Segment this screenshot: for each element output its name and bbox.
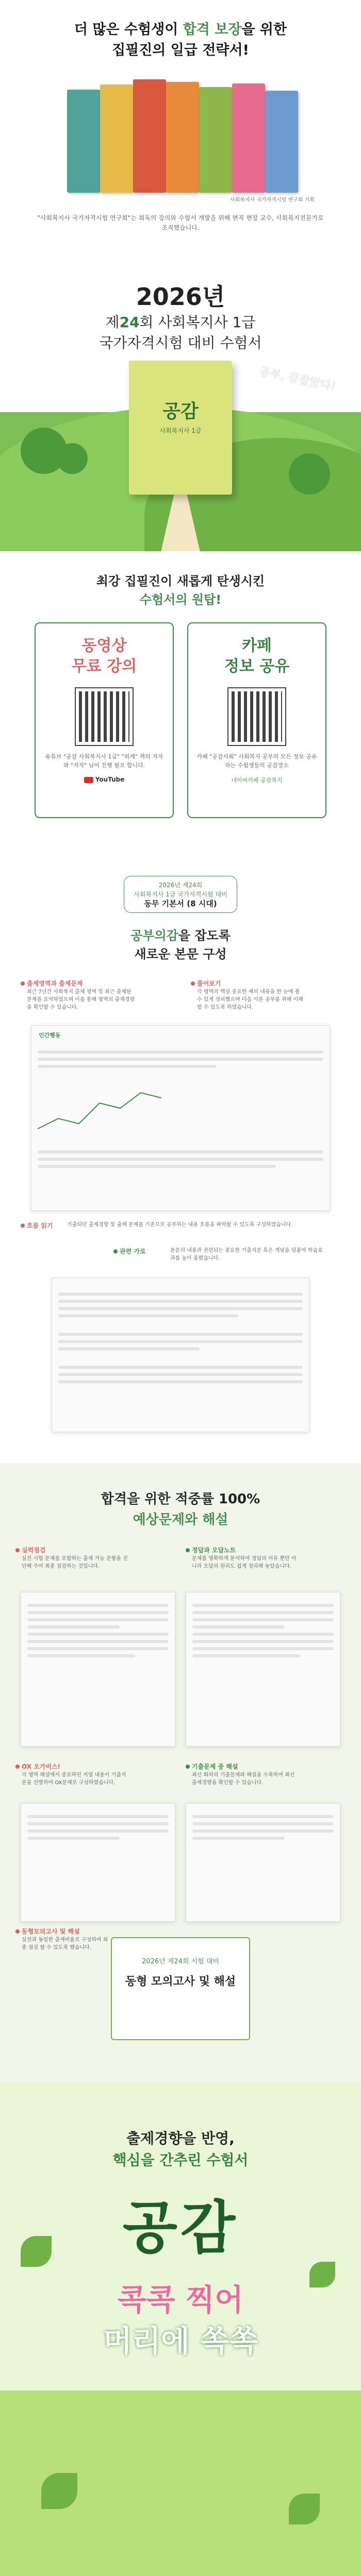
headline-text: 을 위한 (241, 22, 287, 38)
book-cover (133, 79, 166, 193)
label-description: 각 영역 해설에서 중요하던 지엽 내용이 기출지문을 선별하여 OX문제로 구성하였습니다. (22, 1772, 126, 1786)
benefit-cards (0, 622, 361, 818)
badge-line: 사회복지사 1급 국가자격시험 대비 (134, 891, 227, 898)
intro-note: "사회복지사 국가자격시험 연구회"는 회독의 강의와 수험서 개발을 위해 현직 현장 교수, 사회복지전문가로 조직했습니다. (37, 214, 324, 231)
page-chapter-title: 인간행동 (39, 1032, 61, 1039)
sample-page (31, 1025, 330, 1211)
label-title: 흐름 읽기 (27, 1222, 53, 1229)
books-caption: 사회복지사 국가자격시험 연구회 기획 (229, 197, 315, 203)
heading-text: 합격을 위한 적중률 100% (101, 1492, 260, 1507)
youtube-icon (84, 777, 93, 783)
youtube-label: YouTube (95, 776, 125, 783)
label-title: 정답과 오답노트 (192, 1547, 236, 1554)
headline-text: 집필진의 일급 전략서! (112, 42, 249, 58)
label-description: 최근 7년간 사회복지 출제 영역 및 최근 출제된 문제를 요약하였으며 이를 통해 영역의 출제경향을 확인할 수 있습니다. (27, 989, 135, 1010)
youtube-link[interactable] (43, 776, 166, 783)
sample-page (52, 1278, 309, 1432)
hero-section (0, 242, 361, 551)
card-title: 정보 공유 (224, 657, 290, 675)
card-description: 유튜브 "공감 사회복지사 1급" "위계" 책의 저자와 "저자" 님이 진행 필요 합니다. (45, 753, 163, 769)
heading-highlight: 수험서의 원탑! (139, 592, 222, 607)
card-title: 동영상 (81, 637, 127, 655)
hero-slogan: 공부, 감잡았다! (257, 364, 336, 393)
intro-section (0, 0, 361, 242)
subtitle-text: 머리에 쏙쏙 (103, 2324, 258, 2359)
label-title: 실력점검 (22, 1547, 46, 1554)
heading-highlight: 예상문제와 해설 (133, 1512, 228, 1528)
prediction-pages (15, 1546, 346, 2081)
edition-badge (124, 876, 237, 913)
badge-line: 동무 기본서 (8 시대) (144, 899, 217, 908)
label-description: 최신 회차의 기출문제와 해설을 수록하여 최신 출제경향을 확인할 수 있습니다. (192, 1772, 295, 1786)
label-description: 각 영역의 핵심 중요한 제의 내용을 한 눈에 볼 수 있게 정리했으며 다음 이론 공부를 위해 이해할 수 있도록 하였습니다. (197, 989, 303, 1010)
label-description: 기출되던 출제경향 및 출제 문제를 기준으로 공부하는 내용 흐름을 파악할 수 있도록 구성하였습니다. (67, 1222, 293, 1228)
benefits-section (0, 551, 361, 860)
benefits-heading (0, 551, 361, 609)
label-title: OX 오가비스! (22, 1763, 61, 1770)
label-title: 기출문제 중 해설 (192, 1763, 238, 1770)
heading-text: 공부의 (130, 928, 167, 943)
badge-line: 2026년 제24회 (158, 882, 203, 889)
leaf-icon (289, 2494, 320, 2524)
mock-exam-label: 2026년 제24회 시험 대비 (142, 1958, 219, 1965)
prediction-heading (0, 1463, 361, 1530)
hero-title-text: 회 사회복지사 1급 (139, 314, 256, 331)
heading-text: 새로운 본문 구성 (134, 947, 227, 961)
tagline-text: 출제경향을 반영, (126, 2130, 235, 2147)
book-cover (100, 84, 133, 193)
ending-tagline (0, 2081, 361, 2171)
headline-text: 더 많은 수험생이 (74, 22, 178, 38)
prediction-section (0, 1463, 361, 2081)
label-title: 출제영역과 출제문제 (27, 980, 83, 987)
tree-icon (289, 453, 330, 495)
book-cover (265, 91, 298, 193)
featured-book (129, 361, 232, 495)
tree-icon (57, 443, 88, 474)
hero-year: 2026년 (136, 283, 225, 311)
tagline-text: 핵심을 간추린 수험서 (112, 2151, 249, 2168)
card-title: 카페 (242, 637, 272, 655)
sample-page (186, 1803, 340, 1922)
book-cover (199, 87, 232, 193)
sample-page (21, 1803, 175, 1922)
intro-headline (0, 0, 361, 61)
heading-text: 을 잡도록 (178, 928, 231, 943)
video-lecture-card (35, 622, 174, 818)
book-title: 공감 (162, 401, 199, 422)
sample-line-chart (38, 1077, 161, 1139)
sample-page (186, 1592, 340, 1747)
book-subtitle: 사회복지사 1급 (159, 427, 202, 434)
leaf-icon (41, 2473, 77, 2509)
book-cover (67, 90, 100, 193)
mock-exam-cover (111, 1937, 250, 2040)
qr-code-icon[interactable] (228, 688, 285, 745)
card-title: 무료 강의 (71, 657, 137, 675)
ending-title: 공감 (122, 2195, 239, 2261)
subtitle-text: 콕콕 찍어 (117, 2282, 244, 2317)
label-description: 본문의 내용과 관련되는 중요한 기출지문 혹은 개념을 덧붙여 학습효과를 높이 올렸습니다. (170, 1248, 323, 1261)
label-title: 관련 가로 (120, 1248, 146, 1255)
structure-heading (0, 926, 361, 963)
structure-section (0, 860, 361, 1463)
heading-text: 최강 집필진이 새롭게 탄생시킨 (96, 574, 265, 588)
label-title: 동형모의고사 및 해설 (22, 1928, 80, 1935)
hero-title (0, 312, 361, 353)
mock-exam-title: 동형 모의고사 및 해설 (125, 1975, 236, 1988)
card-description: 카페 "공감사회" 사회복지 공부의 모든 정보 공유하는 수험생들의 공감장소 (196, 753, 317, 769)
label-description: 문제를 명확하게 분석하여 정답의 이유 뿐만 아니라 오답의 원리도 쉽게 정리해 놓았습니다. (192, 1556, 297, 1569)
hero-title-text: 국가자격시험 대비 수험서 (99, 334, 262, 351)
hero-title-text: 제 (105, 314, 120, 331)
label-title: 풀어보기 (197, 980, 221, 987)
book-cover (166, 82, 199, 193)
heading-highlight: 감 (166, 928, 178, 943)
cafe-info-card (187, 622, 326, 818)
label-description: 실전 시험 문제를 포함하는 출제 가능 문항을 진단해 주어 최종 점검하는 것입니다. (22, 1556, 128, 1569)
ending-subtitle (0, 2279, 361, 2362)
headline-highlight: 합격 보장 (183, 22, 242, 38)
cafe-link[interactable]: 네이버카페 공감복지 (231, 777, 283, 784)
book-cover (232, 83, 265, 193)
sample-page (21, 1592, 175, 1747)
ending-section (0, 2081, 361, 2576)
qr-code-icon[interactable] (76, 688, 133, 745)
sample-pages (21, 979, 340, 1443)
book-stack-image (46, 74, 315, 203)
label-description: 실전과 동일한 출제비율로 구성하여 최종 점검 할 수 있도록 했습니다. (22, 1937, 108, 1951)
hero-title-number: 24 (119, 314, 140, 331)
